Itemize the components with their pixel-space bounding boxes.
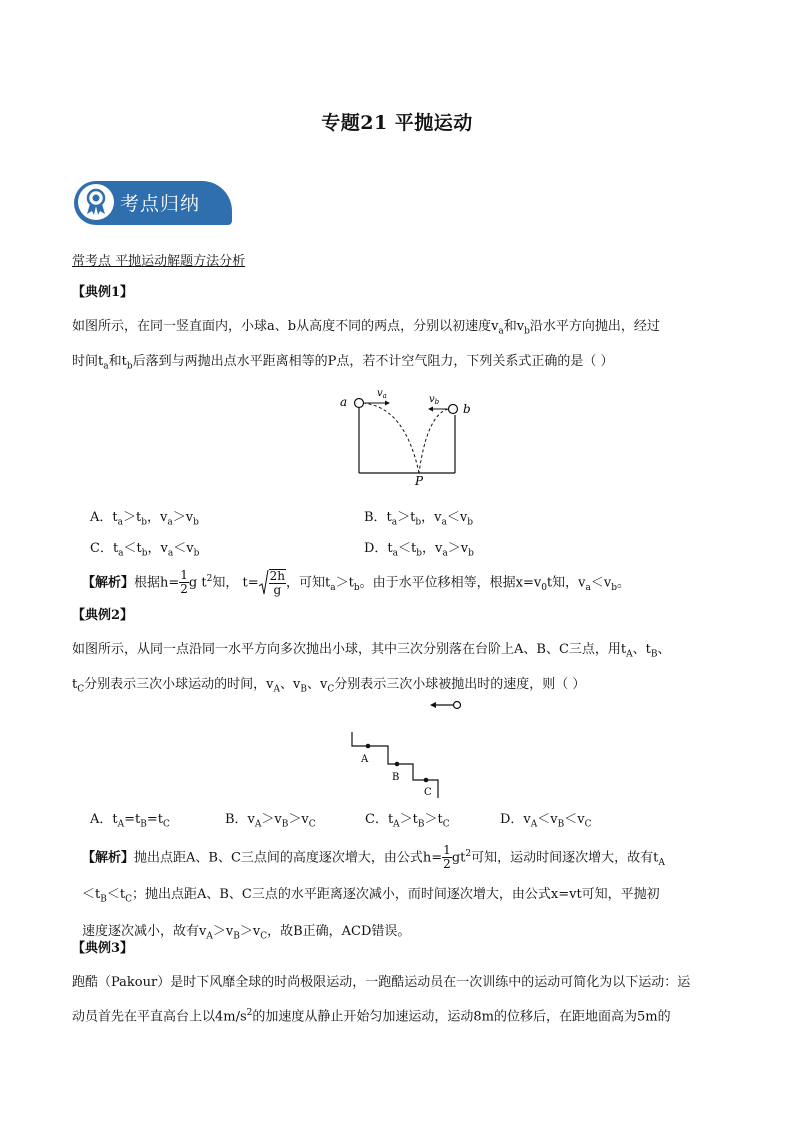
analysis-text: g t [188,575,207,591]
analysis-text: ，故B正确，ACD错误。 [267,923,411,939]
stem-text: 的加速度从静止开始匀加速运动，运动8m的位移后，在距地面高为5m的 [252,1009,671,1025]
stem-text: 和t [108,353,127,369]
label-A: A [361,754,369,765]
label-B: B [392,772,400,783]
stem-text: 、 [657,642,671,657]
example-2-option-d[interactable]: D．$v_A<v_B<v_C$ [500,812,592,830]
analysis-text: gt [451,850,466,866]
figure-2-staircase [340,696,470,802]
label-C: C [424,787,432,798]
example-3-heading: 【典例3】 [72,941,134,956]
page-title: 专题21 平抛运动 [321,112,473,134]
point-C [424,778,429,783]
figure-1-projectiles [335,385,475,489]
analysis-text: ＜t [106,886,126,902]
stem-text: 、v [279,676,301,692]
sqrt-expression: $\frac{2h}{g}$ [259,569,286,597]
point-A [366,744,371,749]
stem-text: t [72,676,78,692]
sub: b [126,361,133,372]
example-2-option-c[interactable]: C．$t_A>t_B>t_C$ [365,812,450,830]
sub: b [524,326,530,337]
analysis-text: 知， [212,575,239,591]
trajectory-b [419,409,448,473]
stem-text: 、t [632,642,651,657]
example-3-stem: 跑酷（Pakour）是时下风靡全球的时尚极限运动，一跑酷运动员在一次训练中的运动可简化为以下运动：运 动员首先在平直高台上以$4m/s^2$的加速度从静止开始匀加速运动，运动8m的位移后，在距地面高为5m的 [72,975,691,1025]
example-1-analysis: 【解析】根据h= $\frac{1}{2}$ g $t^2$知， t= $\frac{2h}{g}$ ，可知$t_a>t_b$。由于水平位移相等，根据$x=v_0t$知，$v_a<v_b$。 [82,568,631,597]
analysis-text: 可知，运动时间逐次增大，故有t [471,850,659,866]
label-p: P [415,474,424,488]
example-1-option-c[interactable]: C．$t_a<t_b$，$v_a<v_b$ [90,541,200,559]
stem-text: 分别表示三次小球运动的时间，v [84,676,274,692]
label-va: $v_a$ [377,388,387,400]
analysis-text: t知，v [546,575,586,591]
banner-label: 考点归纳 [120,193,201,215]
example-1-heading: 【典例1】 [72,285,134,300]
analysis-text: ，可知t [286,575,331,591]
analysis-text: ；抛出点距A、B、C三点的水平距离逐次减小，而时间逐次增大，由公式x=vt可知，平抛初 [131,886,660,902]
stem-text: 后落到与两抛出点水平距离相等的P点，若不计空气阻力，下列关系式正确的是（ ） [132,353,614,369]
stem-text: 如图所示，在同一竖直面内，小球a、b从高度不同的两点，分别以初速度v [72,319,499,334]
example-1-option-a[interactable]: A．$t_a>t_b$，$v_a>v_b$ [90,510,199,528]
example-1-option-d[interactable]: D．$t_a<t_b$，$v_a>v_b$ [364,541,474,559]
ball-a [355,399,364,408]
ball-b [449,405,458,414]
analysis-text: 根据h= [134,575,180,591]
section-heading: 常考点 平抛运动解题方法分析 [72,254,246,269]
analysis-text: ＞v [239,923,261,939]
analysis-text: 。由于水平位移相等，根据x=v [359,575,542,591]
analysis-text: ＞v [212,923,234,939]
analysis-text: ＜v [590,575,612,591]
sub: a [103,361,109,372]
label-a: a [340,395,348,409]
example-1-stem [72,312,724,381]
sub: a [498,326,504,337]
example-2-option-a[interactable]: A．$t_A=t_B=t_C$ [90,812,170,830]
launch-point [454,702,461,709]
analysis-text: 。 [617,575,631,591]
example-2-heading: 【典例2】 [72,608,134,623]
stem-text: 如图所示，从同一点沿同一水平方向多次抛出小球，其中三次分别落在台阶上A、B、C三点，用t [72,642,627,657]
stem-text: 时间t [72,353,104,369]
trajectory-a [363,403,419,473]
label-b: b [463,402,471,416]
analysis-text: ＞t [335,575,354,591]
analysis-label: 【解析】 [82,575,135,591]
example-2-stem: 如图所示，从同一点沿同一水平方向多次抛出小球，其中三次分别落在台阶上A、B、C三点，用$t_A$、$t_B$、 $t_C$分别表示三次小球运动的时间，$v_A$、$v_B$、$v_C$分别表示三次小球被抛出时的速度，则（ ） [72,642,671,695]
example-2-analysis: 【解析】抛出点距A、B、C三点间的高度逐次增大，由公式h= $\frac{1}{2}$ $gt^2$可知，运动时间逐次增大，故有$t_A$ $<t_B<t_C$；抛出点距A、B、C三点的水平距离逐次减小，而时间逐次增大，由公式x=vt可知，平抛初 速度逐次减小，故有$v_A>v_B>v_C$，故B正确，ACD错误。 [82,843,665,942]
stem-text: 沿水平方向抛出，经过 [529,319,660,334]
section-banner [74,181,232,225]
stem-text: 跑酷（Pakour）是时下风靡全球的时尚极限运动，一跑酷运动员在一次训练中的运动可简化为以下运动：运 [72,975,691,990]
analysis-text: t= [242,575,259,591]
fraction: $\frac{1}{2}$ [180,568,188,597]
example-1-option-b[interactable]: B．$t_a>t_b$，$v_a<v_b$ [364,510,474,528]
point-B [395,762,400,767]
analysis-label: 【解析】 [82,850,135,866]
analysis-text: 速度逐次减小，故有v [82,923,207,939]
stem-text: 分别表示三次小球被抛出时的速度，则（ ） [334,676,586,692]
label-vb: $v_b$ [429,394,440,406]
fraction: $\frac{1}{2}$ [443,843,451,872]
analysis-text: 抛出点距A、B、C三点间的高度逐次增大，由公式h= [134,850,443,866]
analysis-text: ＜t [82,886,101,902]
stem-text: 、v [306,676,328,692]
award-ribbon-icon [78,184,114,220]
example-2-option-b[interactable]: B．$v_A>v_B>v_C$ [225,812,316,830]
stem-text: 和v [503,319,525,334]
stem-text: 动员首先在平直高台上以4m/s [72,1009,247,1025]
